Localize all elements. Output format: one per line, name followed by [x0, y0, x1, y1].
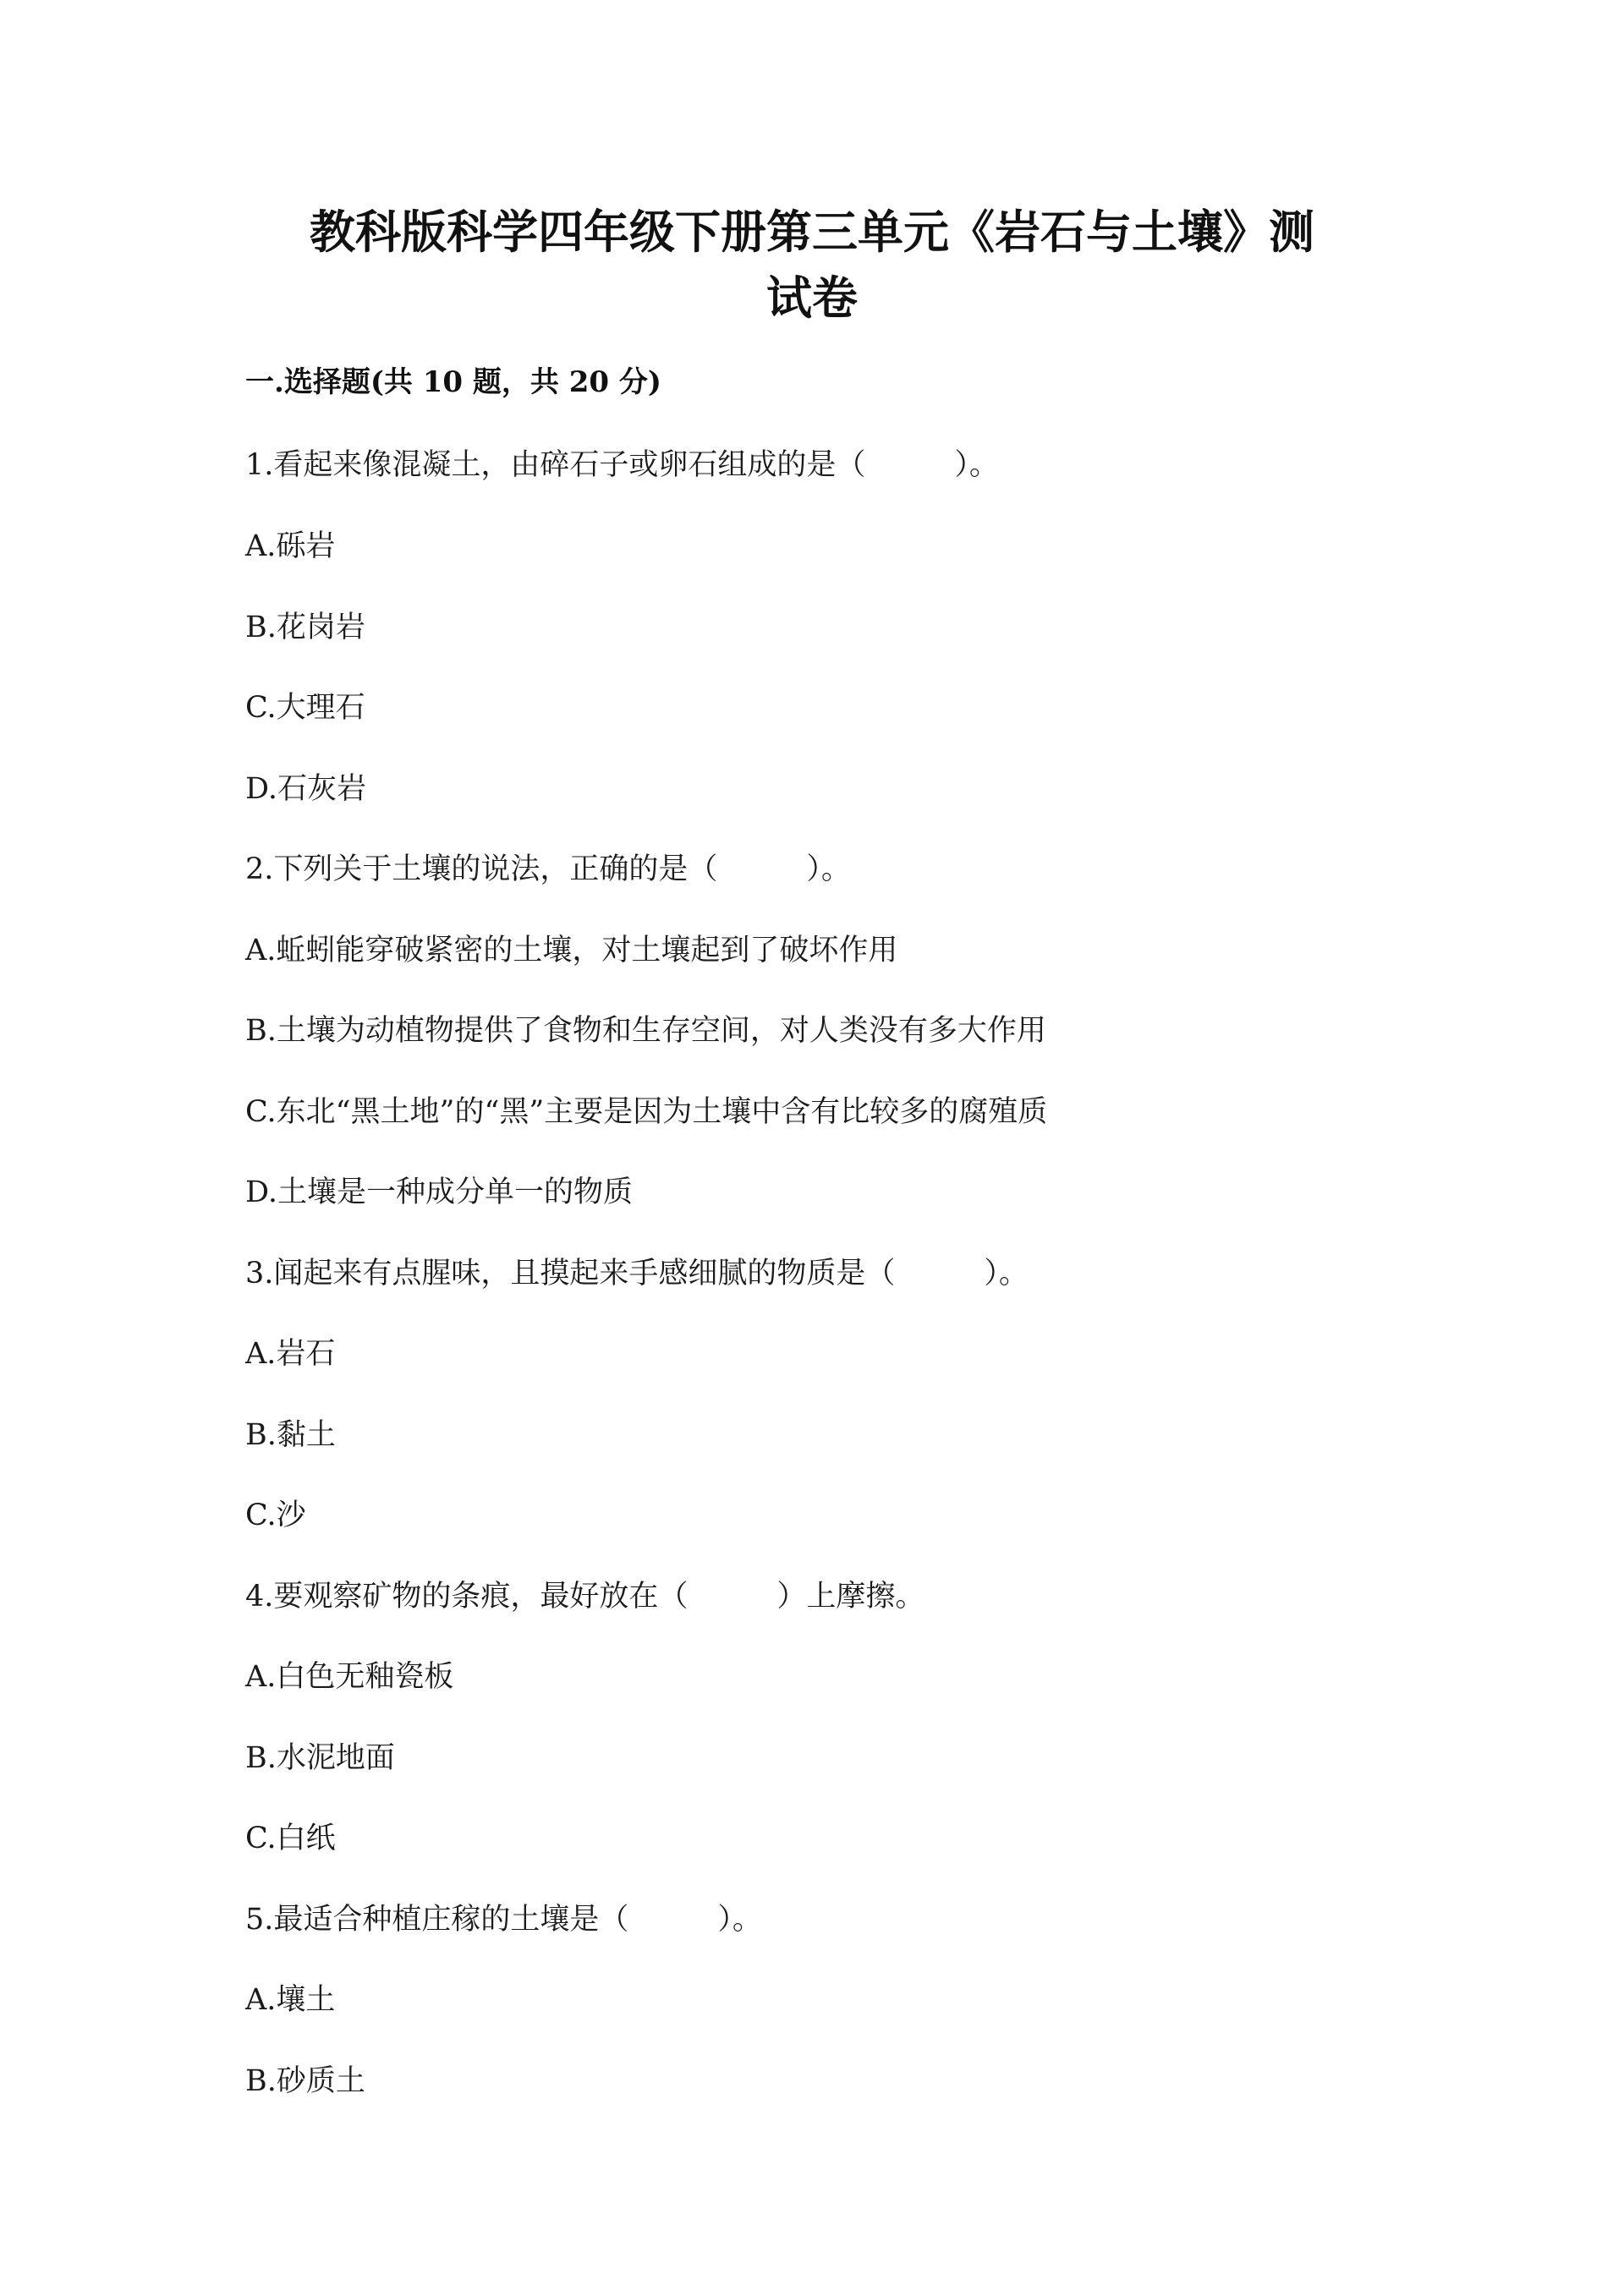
section-heading: 一.选择题(共 10 题，共 20 分): [245, 365, 661, 399]
question-3-option-a: A.岩石: [245, 1337, 336, 1371]
question-3-option-c: C.沙: [245, 1499, 306, 1532]
question-3-stem: 3.闻起来有点腥味，且摸起来手感细腻的物质是（ ）。: [245, 1257, 1029, 1290]
question-5-option-b: B.砂质土: [245, 2064, 365, 2098]
question-1-option-a: A.砾岩: [245, 529, 336, 563]
question-1-option-d: D.石灰岩: [245, 772, 366, 806]
question-2-stem: 2.下列关于土壤的说法，正确的是（ ）。: [245, 852, 851, 886]
question-2-option-d: D.土壤是一种成分单一的物质: [245, 1175, 633, 1209]
question-5-stem: 5.最适合种植庄稼的土壤是（ ）。: [245, 1903, 762, 1937]
question-1-stem: 1.看起来像混凝土，由碎石子或卵石组成的是（ ）。: [245, 448, 999, 482]
question-1-option-c: C.大理石: [245, 691, 365, 725]
question-4-option-a: A.白色无釉瓷板: [245, 1660, 454, 1694]
question-3-option-b: B.黏土: [245, 1418, 336, 1452]
question-1-option-b: B.花岗岩: [245, 611, 365, 644]
page-title: 教科版科学四年级下册第三单元《岩石与土壤》测: [310, 205, 1314, 259]
question-4-option-c: C.白纸: [245, 1822, 336, 1855]
question-2-option-b: B.土壤为动植物提供了食物和生存空间，对人类没有多大作用: [245, 1014, 1046, 1048]
question-2-option-a: A.蚯蚓能穿破紧密的土壤，对土壤起到了破坏作用: [245, 934, 898, 967]
question-4-option-b: B.水泥地面: [245, 1741, 395, 1775]
question-5-option-a: A.壤土: [245, 1983, 336, 2017]
page-title-continued: 试卷: [766, 271, 858, 325]
question-4-stem: 4.要观察矿物的条痕，最好放在（ ）上摩擦。: [245, 1580, 925, 1614]
question-2-option-c: C.东北“黑土地”的“黑”主要是因为土壤中含有比较多的腐殖质: [245, 1095, 1048, 1129]
